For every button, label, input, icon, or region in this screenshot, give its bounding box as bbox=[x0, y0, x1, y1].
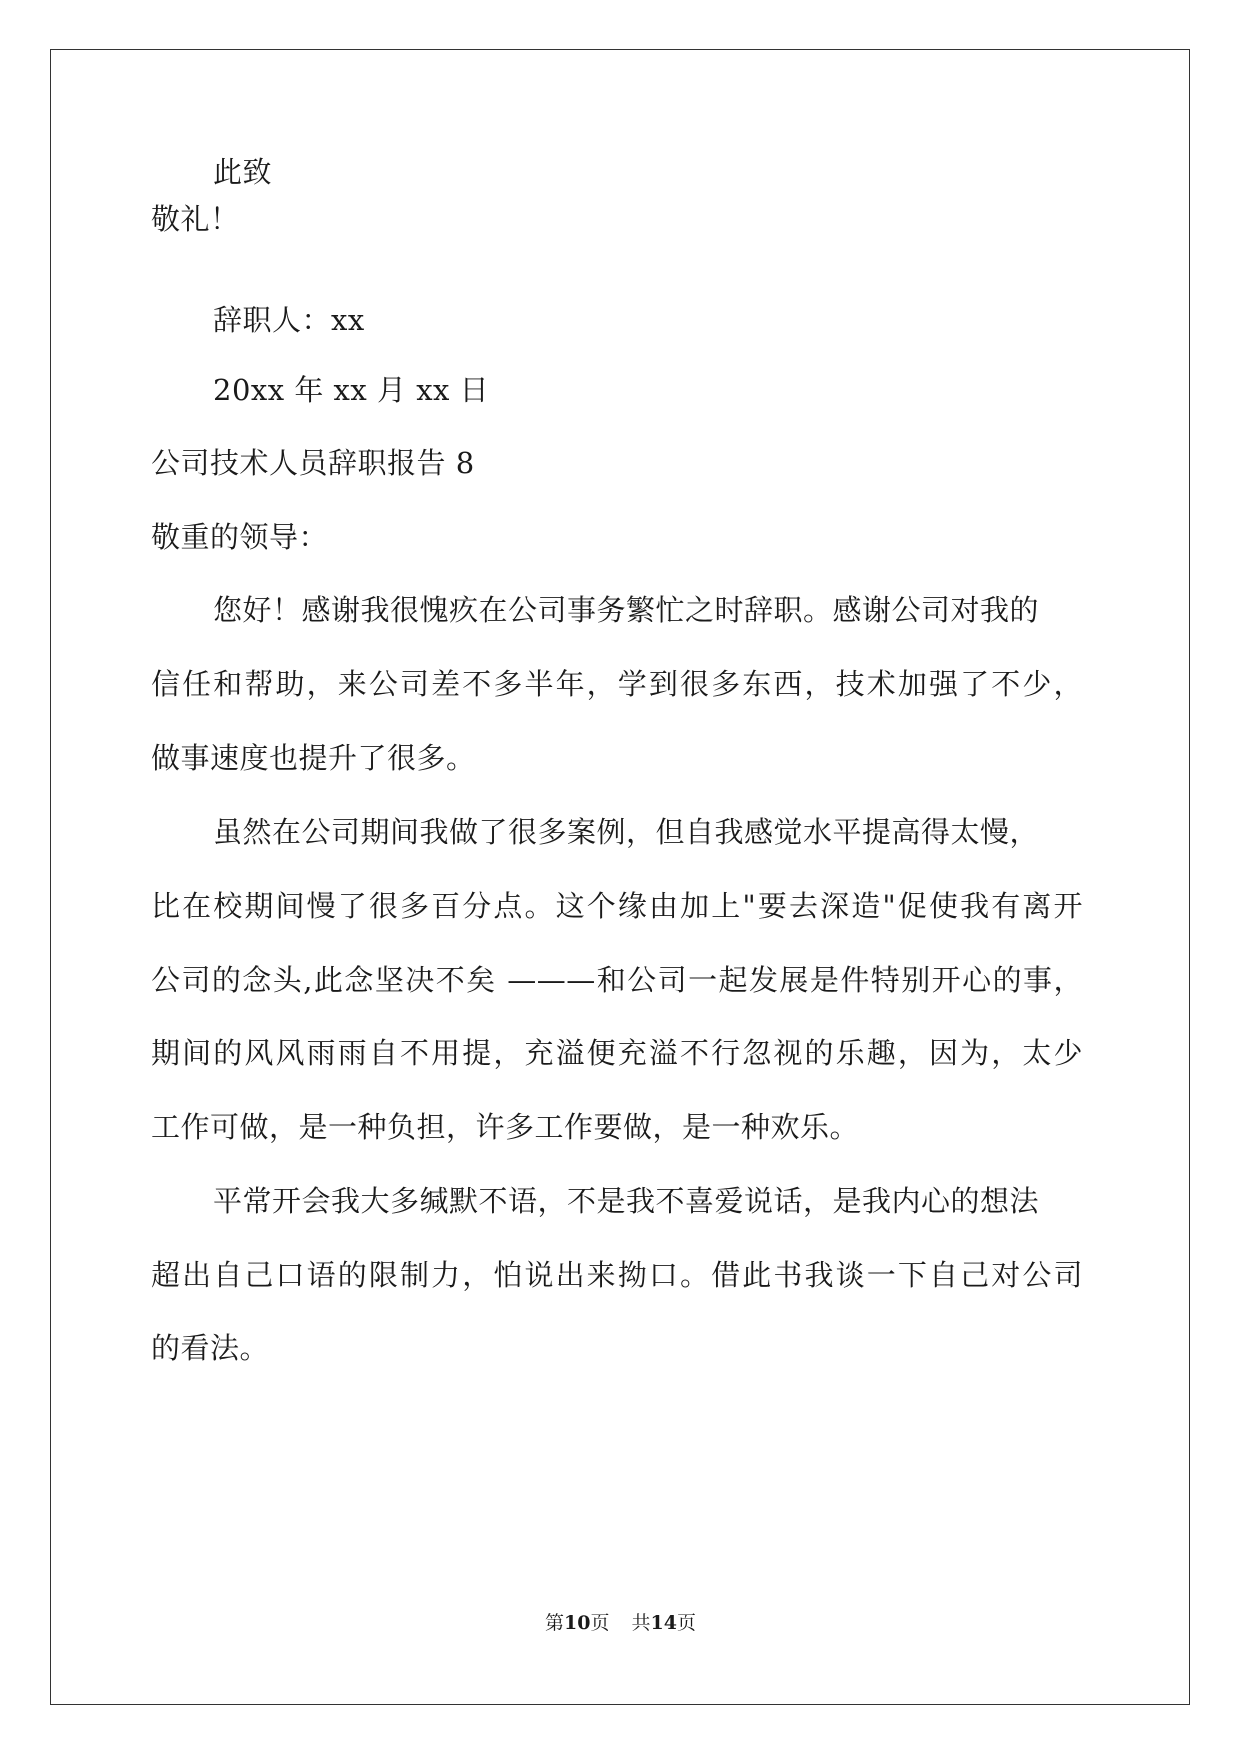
closing-salutation: 此致 bbox=[213, 155, 273, 189]
body-line-7: 期间的风风雨雨自不用提，充溢便充溢不行忽视的乐趣，因为，太少 bbox=[151, 1036, 1083, 1070]
body-line-3: 做事速度也提升了很多。 bbox=[151, 741, 476, 775]
page-number: 10 bbox=[564, 1612, 591, 1634]
body-line-11: 的看法。 bbox=[151, 1331, 270, 1365]
report-title: 公司技术人员辞职报告 8 bbox=[151, 446, 475, 480]
page-suffix: 页 bbox=[590, 1612, 610, 1634]
closing-regards: 敬礼！ bbox=[151, 202, 240, 236]
body-line-6: 公司的念头,此念坚决不矣 ———和公司一起发展是件特别开心的事， bbox=[151, 963, 1083, 997]
body-line-4: 虽然在公司期间我做了很多案例，但自我感觉水平提高得太慢， bbox=[213, 815, 1040, 849]
body-line-1: 您好！感谢我很愧疚在公司事务繁忙之时辞职。感谢公司对我的 bbox=[213, 593, 1040, 627]
total-prefix: 共 bbox=[631, 1612, 651, 1634]
body-line-5: 比在校期间慢了很多百分点。这个缘由加上"要去深造"促使我有离开 bbox=[151, 889, 1083, 923]
body-line-9: 平常开会我大多缄默不语，不是我不喜爱说话，是我内心的想法 bbox=[213, 1184, 1040, 1218]
page-prefix: 第 bbox=[545, 1612, 565, 1634]
signer-line: 辞职人：xx bbox=[213, 303, 365, 337]
page-border bbox=[50, 49, 1190, 1705]
body-line-10: 超出自己口语的限制力，怕说出来拗口。借此书我谈一下自己对公司 bbox=[151, 1258, 1083, 1292]
total-suffix: 页 bbox=[676, 1612, 696, 1634]
report-greeting: 敬重的领导： bbox=[151, 520, 329, 554]
total-pages: 14 bbox=[650, 1612, 677, 1634]
body-line-8: 工作可做，是一种负担，许多工作要做，是一种欢乐。 bbox=[151, 1110, 860, 1144]
date-line: 20xx 年 xx 月 xx 日 bbox=[213, 373, 490, 407]
page-footer bbox=[0, 1611, 1241, 1635]
body-line-2: 信任和帮助，来公司差不多半年，学到很多东西，技术加强了不少， bbox=[151, 667, 1083, 701]
